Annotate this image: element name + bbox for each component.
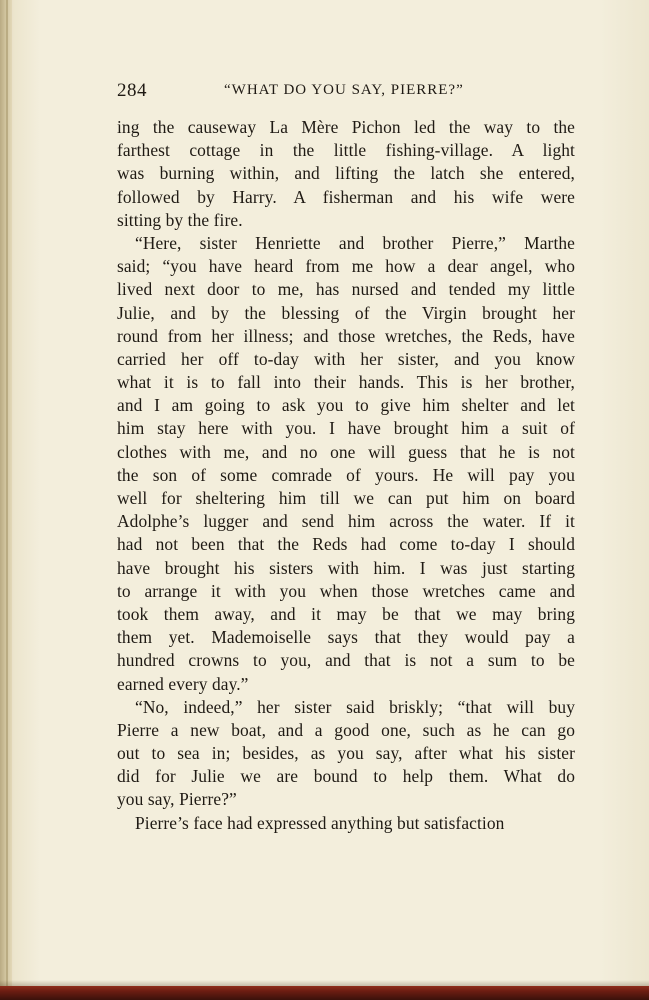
text-line: Julie, and by the blessing of the Virgin brought her [117, 302, 575, 323]
text-line: round from her illness; and those wretches, the Reds, have [117, 325, 575, 346]
text-line: followed by Harry. A fisherman and his wife were [117, 186, 575, 207]
text-line: said; “you have heard from me how a dear angel, who [117, 256, 575, 277]
text-line: what it is to fall into their hands. This is her brother, [117, 372, 575, 393]
text-line: lived next door to me, has nursed and tended my little [117, 279, 575, 300]
text-line: you say, Pierre?” [117, 789, 237, 810]
book-cover-edge [0, 986, 649, 1000]
text-line: farthest cottage in the little fishing-village. A light [117, 140, 575, 161]
text-line: the son of some comrade of yours. He will pay you [117, 464, 575, 485]
text-line: out to sea in; besides, as you say, after what his sister [117, 743, 575, 764]
text-line: carried her off to-day with her sister, and you know [117, 348, 575, 369]
spine-line [6, 0, 8, 1000]
text-line: and I am going to ask you to give him shelter and let [117, 395, 575, 416]
text-line: “Here, sister Henriette and brother Pierre,” Marthe [135, 232, 575, 253]
text-line: ing the causeway La Mère Pichon led the way to the [117, 117, 575, 137]
text-line: clothes with me, and no one will guess that he is not [117, 441, 575, 462]
text-line: hundred crowns to you, and that is not a sum to be [117, 650, 575, 671]
page-header [117, 80, 577, 104]
text-line: sitting by the fire. [117, 209, 243, 230]
text-line: “No, indeed,” her sister said briskly; “that will buy [135, 696, 575, 717]
running-head: “WHAT DO YOU SAY, PIERRE?” [224, 82, 464, 98]
text-line: Pierre’s face had expressed anything but satisfaction [135, 812, 505, 833]
text-line: have brought his sisters with him. I was just starting [117, 557, 575, 578]
text-line: Pierre a new boat, and a good one, such as he can go [117, 719, 575, 740]
text-line: was burning within, and lifting the latch she entered, [117, 163, 575, 184]
text-line: him stay here with you. I have brought him a suit of [117, 418, 575, 439]
book-spine-shadow [0, 0, 12, 1000]
body-text [117, 116, 575, 835]
text-line: Adolphe’s lugger and send him across the water. If it [117, 511, 575, 532]
text-line: them yet. Mademoiselle says that they would pay a [117, 627, 575, 648]
text-line: earned every day.” [117, 673, 249, 694]
text-line: took them away, and it may be that we may bring [117, 603, 575, 624]
text-line: had not been that the Reds had come to-day I should [117, 534, 575, 555]
page-number: 284 [117, 80, 147, 101]
text-line: well for sheltering him till we can put him on board [117, 488, 575, 508]
text-line: did for Julie we are bound to help them. What do [117, 766, 575, 787]
text-line: to arrange it with you when those wretches came and [117, 580, 575, 601]
